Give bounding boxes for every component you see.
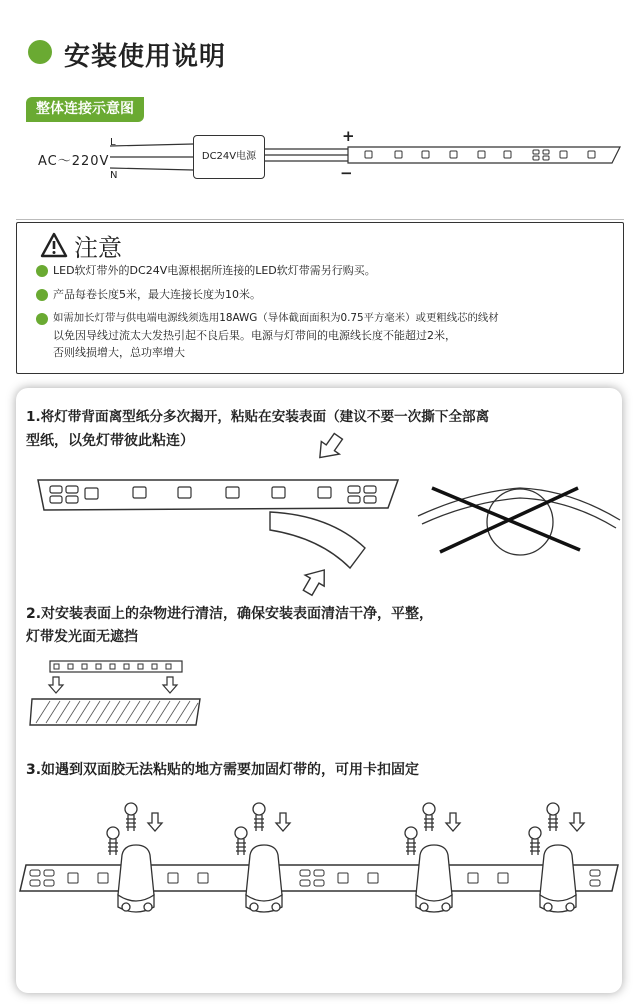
step3-text: 3.如遇到双面胶无法粘贴的地方需要加固灯带的，可用卡扣固定	[26, 762, 420, 778]
step1-text: 1.将灯带背面离型纸分多次揭开，粘贴在安装表面（建议不要一次撕下全部离	[26, 409, 490, 425]
green-dot-icon	[36, 289, 48, 301]
notice-item: 以免因导线过流太大发热引起不良后果。电源与灯带间的电源线长度不能超过2米，	[53, 329, 456, 342]
psu-box: DC24V电源	[193, 135, 265, 179]
page-title: 安装使用说明	[64, 42, 227, 72]
line-l-label: L	[110, 137, 116, 148]
notice-item: 如需加长灯带与供电端电源线须选用18AWG（导体截面面积为0.75平方毫米）或更粗线芯的线材	[53, 312, 499, 324]
peel-illustration	[30, 440, 620, 600]
clean-illustration	[30, 655, 200, 735]
minus-label: −	[340, 164, 353, 182]
header-dot-icon	[28, 40, 52, 64]
step1-text-cont: 型纸，以免灯带彼此粘连）	[26, 433, 194, 449]
divider	[16, 219, 624, 220]
notice-title: 注意	[74, 234, 122, 262]
section-label: 整体连接示意图	[26, 97, 144, 122]
green-dot-icon	[36, 313, 48, 325]
step2-text: 2.对安装表面上的杂物进行清洁，确保安装表面清洁干净，平整，	[26, 606, 434, 622]
green-dot-icon	[36, 265, 48, 277]
ac-input-label: AC～220V	[38, 154, 110, 169]
clip-illustration	[18, 795, 618, 925]
notice-item: LED软灯带外的DC24V电源根据所连接的LED软灯带需另行购买。	[53, 264, 376, 277]
wiring-diagram	[30, 128, 630, 186]
plus-label: +	[342, 127, 355, 145]
line-n-label: N	[110, 170, 118, 181]
warning-triangle-icon	[40, 232, 68, 258]
step2-text-cont: 灯带发光面无遮挡	[26, 629, 138, 645]
notice-item: 产品每卷长度5米，最大连接长度为10米。	[53, 288, 261, 301]
notice-item: 否则线损增大，总功率增大	[53, 346, 185, 359]
